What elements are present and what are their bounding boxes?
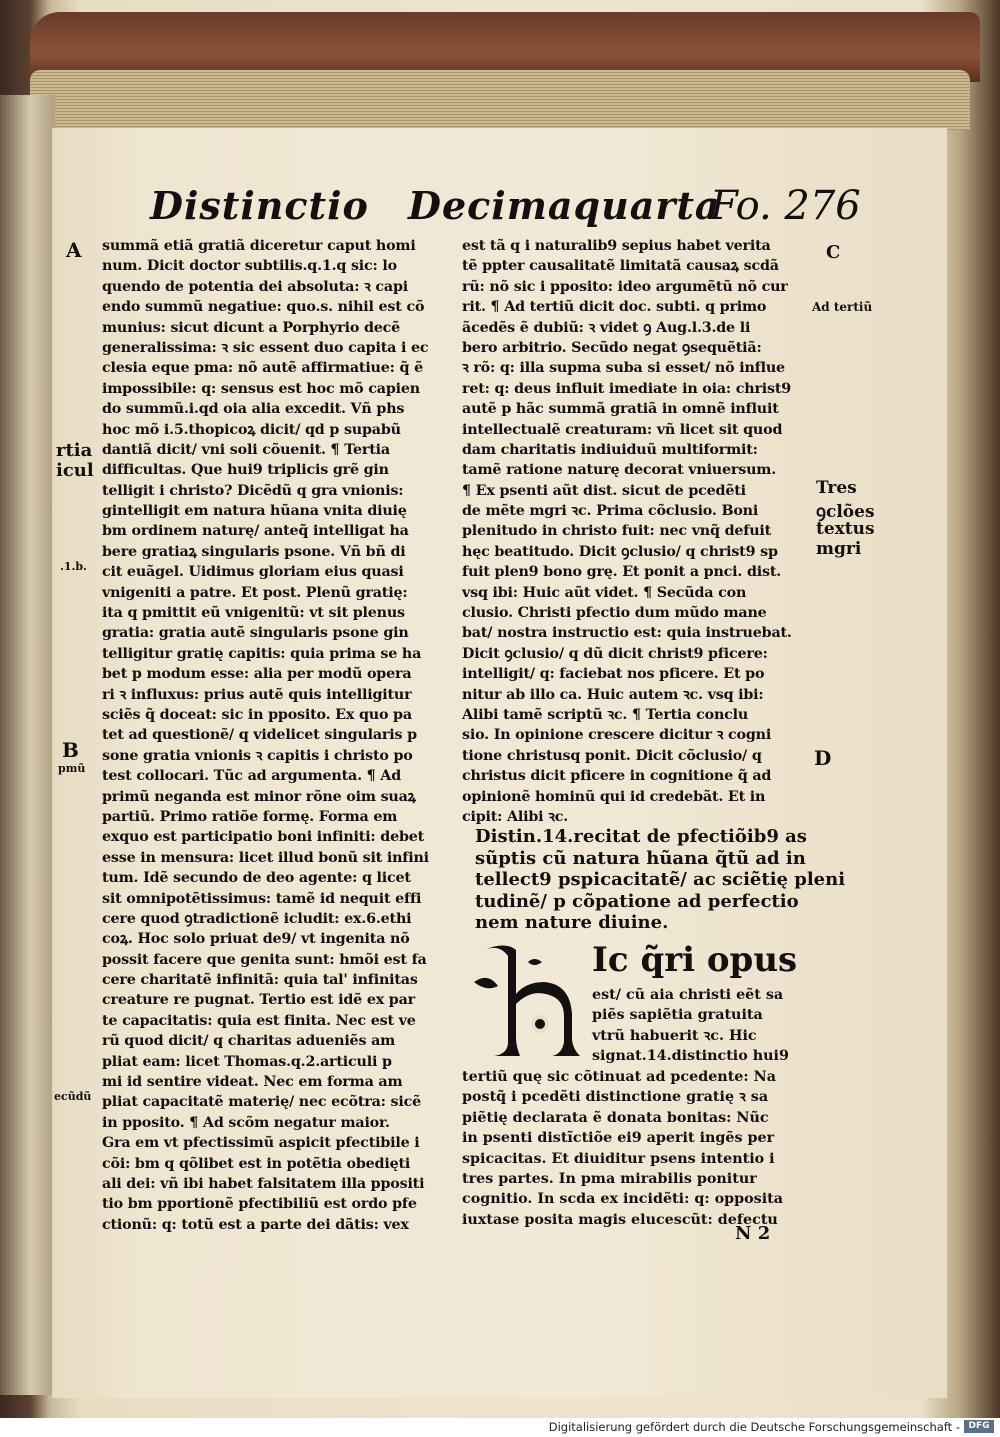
text-line: bm ordinem naturę/ anteq̃ intelligat ha [102,523,409,540]
text-line: iuxtase posita magis elucescũt: defectu [462,1211,778,1228]
text-line: tres partes. In pma mirabilis ponitur [462,1170,757,1187]
running-header [150,183,890,233]
text-line: endo summũ negatiue: quo.s. nihil est cõ [102,299,425,316]
text-line: coꝝ. Hoc solo priuat de9/ vt ingenita nõ [102,931,410,948]
text-line: piẽtię declarata ẽ donata bonitas: Nũc [462,1109,769,1126]
margin-letter-b: B [62,738,79,762]
text-line: Distin.14.recitat de pfectiõib9 as [475,826,807,847]
margin-conclusiones: ꝯclões [816,502,875,522]
margin-ad-tertium: Ad tertiũ [812,300,873,314]
text-line: quendo de potentia dei absoluta: ꝛ capi [102,278,409,295]
dfg-logo: DFG [964,1420,994,1433]
text-line: hęc beatitudo. Dicit ꝯclusio/ q christ9 sp [462,543,778,560]
page-edges [30,70,970,130]
text-line: do summũ.i.qd oia alia excedit. Vñ phs [102,401,405,418]
text-line: rũ: nõ sic i pposito: ideo argumẽtũ nõ cur [462,278,788,295]
text-line: ꝛ rõ: q: illa supma suba si esset/ nõ influe [462,360,785,377]
header-distinctio: Distinctio [150,183,369,228]
text-line: pliat eam: licet Thomas.q.2.articuli p [102,1053,392,1070]
text-line: postq̃ i pcedẽti distinctione gratię ꝛ sa [462,1089,769,1106]
text-line: ãcedẽs ẽ dubiũ: ꝛ videt ꝯ Aug.l.3.de li [462,319,751,336]
text-line: tudinẽ/ p cõpatione ad perfectio [475,890,799,912]
text-line: signat.14.distinctio hui9 [592,1048,789,1065]
text-line: ita q pmittit eũ vnigenitũ: vt sit plenus [102,605,405,622]
text-line: gratia: gratia autẽ singularis psone gin [102,625,409,642]
text-line: cere quod ꝯtradictionẽ icludit: ex.6.ethi [102,910,412,927]
text-line: possit facere que genita sunt: hmõi est fa [102,951,427,968]
text-line: mi id sentire videat. Nec em forma am [102,1074,403,1091]
text-line: cit euãgel. Uidimus gloriam eius quasi [102,564,404,581]
text-line: ¶ Ex psenti aũt dist. sicut de pcedẽti [462,482,746,499]
margin-letter-d: D [814,746,832,770]
text-line: gintelligit em natura hũana vnita diuię [102,503,407,520]
text-line: cere charitatẽ infinitã: quia tal' infinitas [102,972,418,989]
text-line: tellect9 pspicacitatẽ/ ac sciẽtię pleni [475,869,846,890]
margin-articuli: icul [56,460,94,481]
text-line: tẽ ppter causalitatẽ limitatã causaꝝ scdã [462,258,779,275]
text-line: intelligit/ q: faciebat nos pficere. Et po [462,666,765,683]
text-line: Dicit ꝯclusio/ q dũ dicit christ9 pficere: [462,645,768,662]
text-line: ret: q: deus influit imediate in oia: christ9 [462,380,792,397]
text-line: tum. Idẽ secundo de deo agente: q licet [102,870,411,887]
incipit: Ic q̃ri opus [592,940,798,980]
right-column-bottom [462,1067,783,1230]
text-line: te capacitatis: quia est finita. Nec est ve [102,1012,416,1029]
text-line: tione christusq ponit. Dicit cõclusio/ q [462,747,762,764]
left-column [102,236,452,1235]
text-line: num. Dicit doctor subtilis.q.1.q sic: lo [102,258,397,275]
margin-tres: Tres [816,478,857,498]
text-line: ri ꝛ influxus: prius autẽ quis intelligitur [102,686,412,703]
text-line: pliat capacitatẽ materię/ nec ecõtra: sicẽ [102,1094,422,1111]
folio-number: Fo. 276 [710,183,861,229]
text-line: plenitudo in christo fuit: nec vnq̃ defuit [462,523,772,540]
text-line: opinionẽ hominũ qui id credebãt. Et in [462,788,766,805]
text-line: sone gratia vnionis ꝛ capitis i christo po [102,747,413,764]
text-line: est/ cũ aia christi eẽt sa [592,987,784,1003]
text-line: primũ neganda est minor rõne oim suaꝝ [102,788,416,805]
text-line: ali dei: vñ ibi habet falsitatem illa ppositi [102,1175,425,1192]
footer-bar [0,1418,1000,1437]
text-line: spicacitas. Et diuiditur psens intentio i [462,1150,775,1167]
text-line: telligitur gratię capitis: quia prima se ha [102,645,422,662]
text-line: tio bm pportionẽ pfectibiliũ est ordo pfe [102,1196,417,1213]
text-line: esse in mensura: licet illud bonũ sit infini [102,849,429,866]
margin-secundu: ecũdũ [54,1090,92,1103]
text-line: rit. ¶ Ad tertiũ dicit doc. subti. q primo [462,299,767,316]
text-line: intellectualẽ creaturam: vñ licet sit quod [462,421,783,438]
text-line: Gra em vt pfectissimũ aspicit pfectibile i [102,1135,420,1152]
text-line: bere gratiaꝝ singularis psone. Vñ bñ di [102,543,406,560]
text-line: bero arbitrio. Secũdo negat ꝯsequẽtiã: [462,339,762,356]
text-line: piẽs sapiẽtia gratuita [592,1007,763,1024]
text-line: dantiã dicit/ vni soli cõuenit. ¶ Tertia [102,441,390,458]
text-line: rũ quod dicit/ q charitas adueniẽs am [102,1033,396,1050]
text-line: exquo est participatio boni infiniti: debet [102,829,425,846]
text-line: nem nature diuine. [475,912,669,933]
text-line: telligit i christo? Dicẽdũ q gra vnionis: [102,482,404,499]
text-line: clusio. Christi pfectio dum mũdo mane [462,605,767,622]
text-line: test collocari. Tũc ad argumenta. ¶ Ad [102,768,402,785]
text-line: nitur ab illo ca. Huic autem ꝛc. vsq ibi: [462,686,764,703]
text-line: generalissima: ꝛ sic essent duo capita i ec [102,339,429,356]
text-line: tamẽ ratione naturę decorat vniuersum. [462,462,776,479]
initial-h-ornament [468,942,588,1060]
header-decimaquarta: Decimaquarta [408,183,721,228]
text-line: bat/ nostra instructio est: quia instruebat. [462,625,792,642]
text-line: tertiũ quę sic cõtinuat ad pcedente: Na [462,1069,776,1085]
left-page-stack [0,95,55,1395]
text-line: in pposito. ¶ Ad scõm negatur maior. [102,1114,390,1131]
margin-textus: textus [816,519,875,539]
text-line: cõi: bm q qõlibet est in potẽtia obedięti [102,1155,411,1172]
text-line: vsq ibi: Huic aũt videt. ¶ Secũda con [462,584,747,601]
text-line: christus dicit pficere in cognitione q̃ ad [462,768,772,785]
text-line: vtrũ habuerit ꝛc. Hic [592,1027,757,1044]
margin-letter-c: C [826,242,841,263]
text-line: Alibi tamẽ scriptũ ꝛc. ¶ Tertia conclu [462,706,749,723]
text-line: sciẽs q̃ doceat: sic in pposito. Ex quo pa [102,706,412,723]
margin-letter-a: A [66,238,82,262]
text-line: bet p modum esse: alia per modũ opera [102,666,412,683]
text-line: sio. In opinione crescere dicitur ꝛ cogni [462,727,772,744]
text-line: hoc mõ i.5.thopicoꝝ dicit/ qd p supabũ [102,421,401,438]
funding-credit: Digitalisierung gefördert durch die Deutsche Forschungsgemeinschaft - [548,1420,960,1434]
text-line: autẽ p hãc summã gratiã in omnẽ influit [462,401,779,418]
text-line: dam charitatis indiuiduũ multiformit: [462,441,758,458]
distinction-summary [475,826,846,934]
text-line: est tã q i naturalib9 sepius habet verita [462,238,771,254]
text-line: fuit plen9 bono grę. Et ponit a pnci. dist. [462,564,782,581]
text-line: impossibile: q: sensus est hoc mõ capien [102,380,420,397]
text-line: de mẽte mgri ꝛc. Prima cõclusio. Boni [462,503,759,520]
text-line: creature re pugnat. Tertio est idẽ ex par [102,992,416,1009]
text-line: partiũ. Primo ratiõe formę. Forma em [102,808,398,825]
margin-tertia: rtia [56,440,93,461]
margin-magistri: mgri [816,539,862,559]
text-line: cipit: Alibi ꝛc. [462,808,569,825]
text-line: sit omnipotẽtissimus: tamẽ id nequit effi [102,890,422,907]
right-column [462,236,802,827]
text-line: sũptis cũ natura hũana q̃tũ ad in [475,847,806,869]
text-line: munius: sicut dicunt a Porphyrio decẽ [102,319,401,336]
text-line: vnigeniti a patre. Et post. Plenũ gratię: [102,584,408,601]
right-column-continued [592,985,789,1067]
text-line: summã etiã gratiã diceretur caput homi [102,238,416,254]
margin-reference: .1.b. [60,560,87,573]
text-line: ctionũ: q: totũ est a parte dei dãtis: vex [102,1216,409,1233]
text-line: tet ad questionẽ/ q videlicet singularis p [102,727,417,744]
text-line: clesia eque pma: nõ autẽ affirmatiue: q̃ ẽ [102,360,423,377]
signature-mark: N 2 [735,1223,771,1244]
text-line: in psenti distĩctiõe ei9 aperit ingẽs per [462,1130,775,1147]
text-line: difficultas. Que hui9 triplicis grẽ gin [102,462,389,479]
text-line: cognitio. In scda ex incidẽti: q: opposita [462,1191,783,1208]
margin-primu: pmũ [58,762,86,775]
